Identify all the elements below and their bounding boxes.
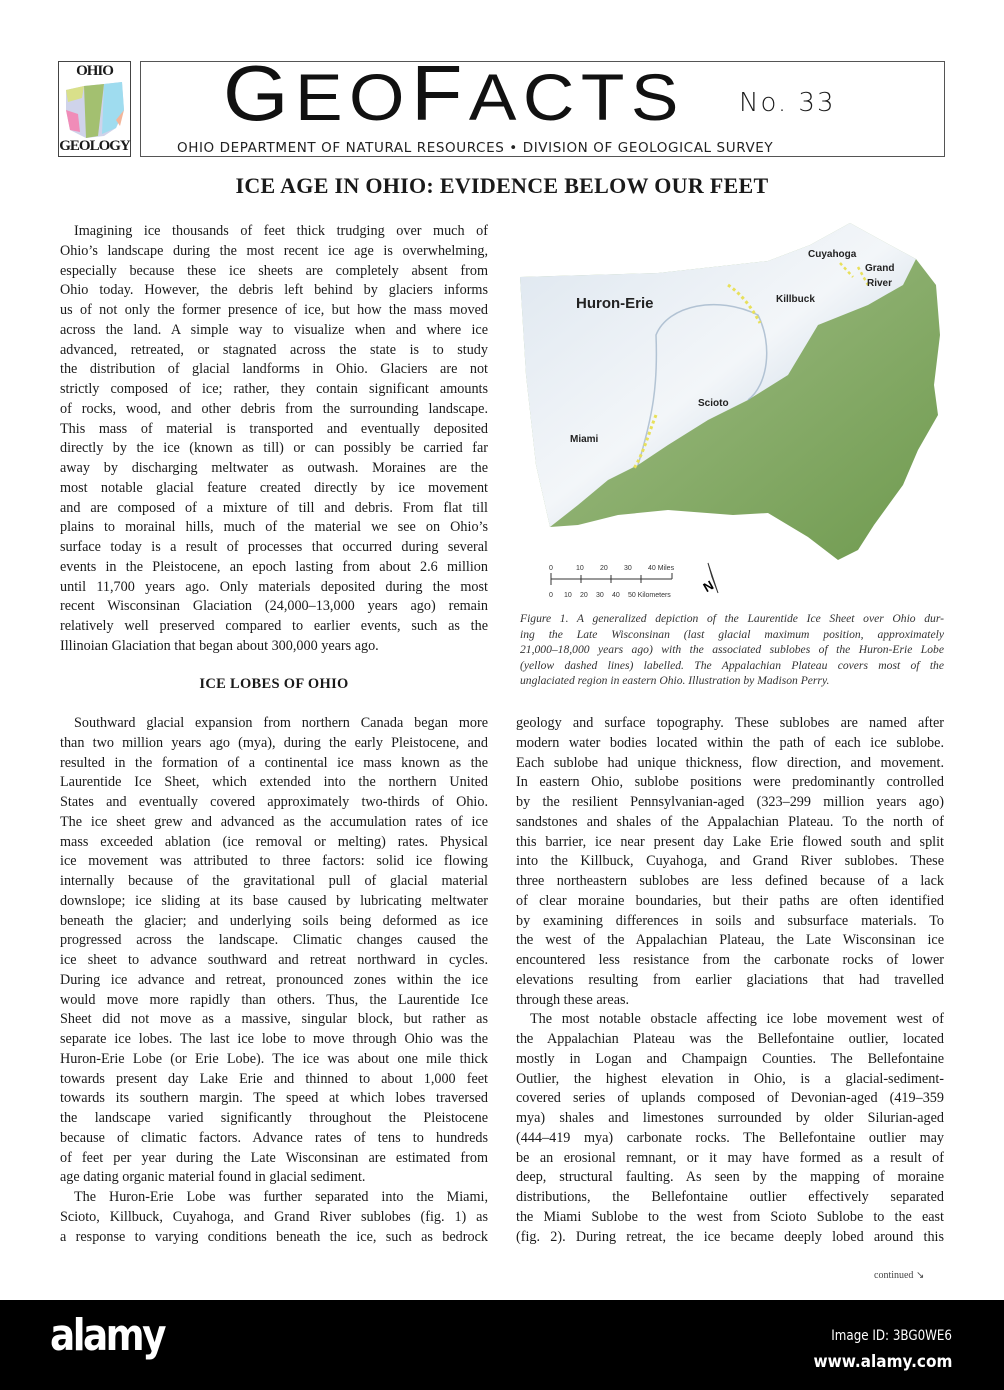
site-url: www.alamy.com — [813, 1352, 952, 1372]
text-line: The Huron-Erie Lobe was further separated into the Miami, — [74, 1189, 488, 1205]
left-column-text — [60, 714, 488, 1247]
label-huron-erie: Huron-Erie — [576, 295, 654, 312]
scale-km-label: 30 — [596, 592, 604, 599]
scale-bar — [549, 565, 675, 599]
continued-indicator: continued ↘ — [874, 1270, 925, 1281]
text-line: mya) shales and limestones surrounded by older Silurian-aged — [516, 1110, 944, 1126]
text-line: Imagining ice thousands of feet thick trudging over much of — [74, 223, 488, 239]
text-line: the landscape varied significantly throughout the Pleistocene — [60, 1110, 488, 1126]
text-line: the Appalachian Plateau was the Bellefontaine outlier, located — [516, 1031, 944, 1047]
text-line: of rocks, wood, and other debris from the surrounding landscape. — [60, 400, 488, 417]
ohio-map-logo-icon — [64, 80, 126, 138]
image-id: Image ID: 3BG0WE6 — [831, 1328, 952, 1344]
text-line: the Miami Sublobe to the west from Scioto Sublobe to the east — [516, 1208, 944, 1225]
text-line: sandstones and shales of the Appalachian Plateau. To the north of — [516, 813, 944, 830]
text-line: Figure 1. A generalized depiction of the Laurentide Ice Sheet over Ohio dur- — [520, 612, 944, 625]
text-line: by examining differences in soils and subsurface materials. To — [516, 912, 944, 929]
ohio-geology-logo — [58, 61, 131, 157]
text-line: resulted in the formation of a continental ice mass known as the — [60, 754, 488, 771]
text-line: Southward glacial expansion from northern Canada began more — [74, 715, 488, 731]
text-line: Scioto, Killbuck, Cuyahoga, and Grand River sublobes (fig. 1) as — [60, 1208, 488, 1225]
scale-km-label: 20 — [580, 592, 588, 599]
text-line: ing the Late Wisconsinan (last glacial maximum position, approximately — [520, 627, 944, 641]
text-line: Ohio today. However, the debris left behind by glaciers informs — [60, 282, 488, 299]
text-line: surface today is a result of processes that occurred during several — [60, 539, 488, 555]
watermark-bar — [0, 1300, 1004, 1390]
text-line: relatively well preserved compared to earlier events, such as the — [60, 618, 488, 634]
scale-km-label: 50 Kilometers — [628, 592, 671, 599]
text-line: The ice sheet grew and advanced as the accumulation rates of ice — [60, 813, 488, 830]
text-line: distributions, the Bellefontaine outlier effectively separated — [516, 1189, 944, 1205]
text-line: covered series of uplands composed of Devonian-aged (419–359 — [516, 1090, 944, 1107]
text-line: 21,000–18,000 years ago) with the associated sublobes of the Huron-Erie Lobe — [520, 643, 944, 657]
text-line: geology and surface topography. These sublobes are named after — [516, 715, 944, 731]
text-line: progressed across the landscape. Climatic changes caused the — [60, 932, 488, 949]
text-line: than two million years ago (mya), during the early Pleistocene, and — [60, 734, 488, 751]
scale-mile-label: 10 — [576, 565, 584, 572]
scale-mile-label: 0 — [549, 565, 553, 572]
department-line: OHIO DEPARTMENT OF NATURAL RESOURCES • DIVISION OF GEOLOGICAL SURVEY — [177, 140, 774, 156]
text-line: ice movement was attributed to three factors: solid ice flowing — [60, 853, 488, 870]
text-line: most notable glacial feature created directly by ice movement — [60, 479, 488, 496]
text-line: by the resilient Pennsylvanian-aged (323–299 million years ago) — [516, 794, 944, 810]
text-line: Outlier, the highest elevation in Ohio, is a glacial-sediment- — [516, 1070, 944, 1087]
text-line: the distribution of glacial landforms in Ohio. Glaciers are not — [60, 361, 488, 378]
text-line: During ice advance and retreat, pronounced zones within the ice — [60, 971, 488, 988]
label-miami: Miami — [570, 434, 599, 445]
text-line: recent Wisconsinan Glaciation (24,000–13,000 years ago) remain — [60, 598, 488, 615]
text-line: towards present day Lake Erie and thinned to about 1,000 feet — [60, 1070, 488, 1087]
scale-km-label: 40 — [612, 592, 620, 599]
text-line: of clear moraine boundaries, but their paths are often identified — [516, 892, 944, 909]
text-line: across the land. A simple way to visualize when and where ice — [60, 321, 488, 338]
text-line: because of climatic factors. Advance rates of tens to hundreds — [60, 1129, 488, 1146]
label-cuyahoga: Cuyahoga — [808, 249, 857, 260]
text-line: mass exceeded ablation (ice removal or melting) rates. Physical — [60, 833, 488, 850]
text-line: events in the Pleistocene, an epoch lasting from about 2.6 million — [60, 558, 488, 575]
logo-top-text: OHIO — [76, 63, 113, 79]
alamy-logo: alamy — [50, 1310, 164, 1361]
text-line: beneath the glacier; and underlying soils being deformed as ice — [60, 912, 488, 929]
text-line: directly by the ice (known as till) or can possibly be carried far — [60, 440, 488, 457]
intro-paragraph — [60, 222, 488, 657]
text-line: (fig. 2). During retreat, the ice became deeply lobed around this — [516, 1228, 944, 1245]
text-line: especially because these ice sheets are completely absent from — [60, 262, 488, 279]
figure-caption — [520, 611, 944, 689]
north-arrow-icon — [701, 563, 718, 595]
text-line: Ohio’s landscape during the most recent ice age is overwhelming, — [60, 242, 488, 259]
text-line: elevations resulting from earlier glaciations that had travelled — [516, 971, 944, 988]
text-line: us of not only the former presence of ice, but how the mass moved — [60, 302, 488, 318]
text-line: downslope; ice sliding at its base caused by lubricating meltwater — [60, 892, 488, 909]
text-line: would move more rapidly than others. Thus, the Laurentide Ice — [60, 991, 488, 1008]
text-line: the west of the Appalachian Plateau, the Late Wisconsinan ice — [516, 932, 944, 949]
text-line: States and eventually covered approximately two-thirds of Ohio. — [60, 794, 488, 810]
ice-sheet-map-figure — [518, 215, 948, 600]
text-line: Laurentide Ice Sheet, which extended into the northern United — [60, 774, 488, 791]
text-line: age dating organic material found in glacial sediment. — [60, 1169, 366, 1186]
publication-title: GEOFACTS — [223, 49, 685, 137]
logo-bottom-text: GEOLOGY — [59, 138, 130, 154]
text-line: The most notable obstacle affecting ice lobe movement west of — [530, 1011, 944, 1028]
article-title: ICE AGE IN OHIO: EVIDENCE BELOW OUR FEET — [235, 173, 769, 198]
arrow-icon: ↘ — [915, 1270, 925, 1281]
text-line: of feet per year during the Late Wisconsinan are estimated from — [60, 1149, 488, 1166]
text-line: (444–419 mya) carbonate rocks. The Bellefontaine outlier may — [516, 1129, 944, 1146]
text-line: be an erosional remnant, or it may have formed as a result of — [516, 1149, 944, 1166]
section-heading: ICE LOBES OF OHIO — [199, 676, 349, 692]
scale-mile-label: 20 — [600, 565, 608, 572]
text-line: unglaciated region in eastern Ohio. Illustration by Madison Perry. — [520, 674, 830, 688]
label-scioto: Scioto — [698, 398, 729, 409]
text-line: away by discharging meltwater as outwash. Moraines are the — [60, 460, 488, 476]
text-line: and are composed of a mixture of till and debris. From flat till — [60, 499, 488, 516]
text-line: a response to varying conditions beneath the ice, such as bedrock — [60, 1228, 488, 1245]
text-line: Huron-Erie Lobe (or Erie Lobe). The ice was about one mile thick — [60, 1050, 488, 1067]
scale-mile-label: 40 Miles — [648, 565, 675, 572]
text-line: encountered less resistance from the carbonate rocks of lower — [516, 952, 944, 968]
text-line: into the Killbuck, Cuyahoga, and Grand River sublobes. These — [516, 853, 944, 870]
geofacts-banner — [140, 49, 945, 157]
issue-number: No. 33 — [739, 88, 836, 118]
label-grand: Grand — [865, 263, 895, 274]
text-line: (yellow dashed lines) labelled. The Appalachian Plateau covers most of the — [520, 658, 944, 672]
text-line: towards its southern margin. The speed at which lobes traversed — [60, 1090, 488, 1107]
text-line: advanced, retreated, or stagnated across the state is to study — [60, 341, 488, 358]
label-river: River — [867, 278, 893, 289]
text-line: until 11,700 years ago. Only materials deposited during the most — [60, 578, 488, 595]
text-line: strictly composed of ice; rather, they contain significant amounts — [60, 381, 488, 397]
text-line: Each sublobe had unique thickness, flow direction, and movement. — [516, 754, 944, 771]
text-line: Illinoian Glaciation that began about 300,000 years ago. — [60, 637, 379, 654]
text-line: This mass of material is transported and eventually deposited — [60, 420, 488, 437]
scale-mile-label: 30 — [624, 565, 632, 572]
text-line: modern water bodies located within the path of each ice sublobe. — [516, 734, 944, 751]
text-line: Sheet did not move as a massive, singular block, but rather as — [60, 1011, 488, 1028]
text-line: this barrier, ice near present day Lake Erie flowed south and split — [516, 833, 944, 850]
text-line: separate ice lobes. The last ice lobe to move through Ohio was the — [60, 1031, 488, 1047]
scale-km-label: 0 — [549, 592, 553, 599]
text-line: plains to morainal hills, much of the material we see on Ohio’s — [60, 519, 488, 536]
text-line: three northeastern sublobes are less defined because of a lack — [516, 873, 944, 889]
text-line: deep, structural faulting. As seen by the mapping of moraine — [516, 1169, 944, 1186]
label-killbuck: Killbuck — [776, 294, 815, 305]
text-line: In eastern Ohio, sublobe positions were predominantly controlled — [516, 774, 944, 791]
scale-km-label: 10 — [564, 592, 572, 599]
text-line: mostly in Logan and Champaign Counties. The Bellefontaine — [516, 1050, 944, 1067]
right-column-text — [516, 714, 944, 1247]
text-line: internally because of the gravitational pull of glacial material — [60, 873, 488, 889]
text-line: through these areas. — [516, 991, 630, 1008]
text-line: ice sheet to advance southward and retreat northward in cycles. — [60, 952, 488, 968]
svg-text:N: N — [700, 577, 717, 596]
